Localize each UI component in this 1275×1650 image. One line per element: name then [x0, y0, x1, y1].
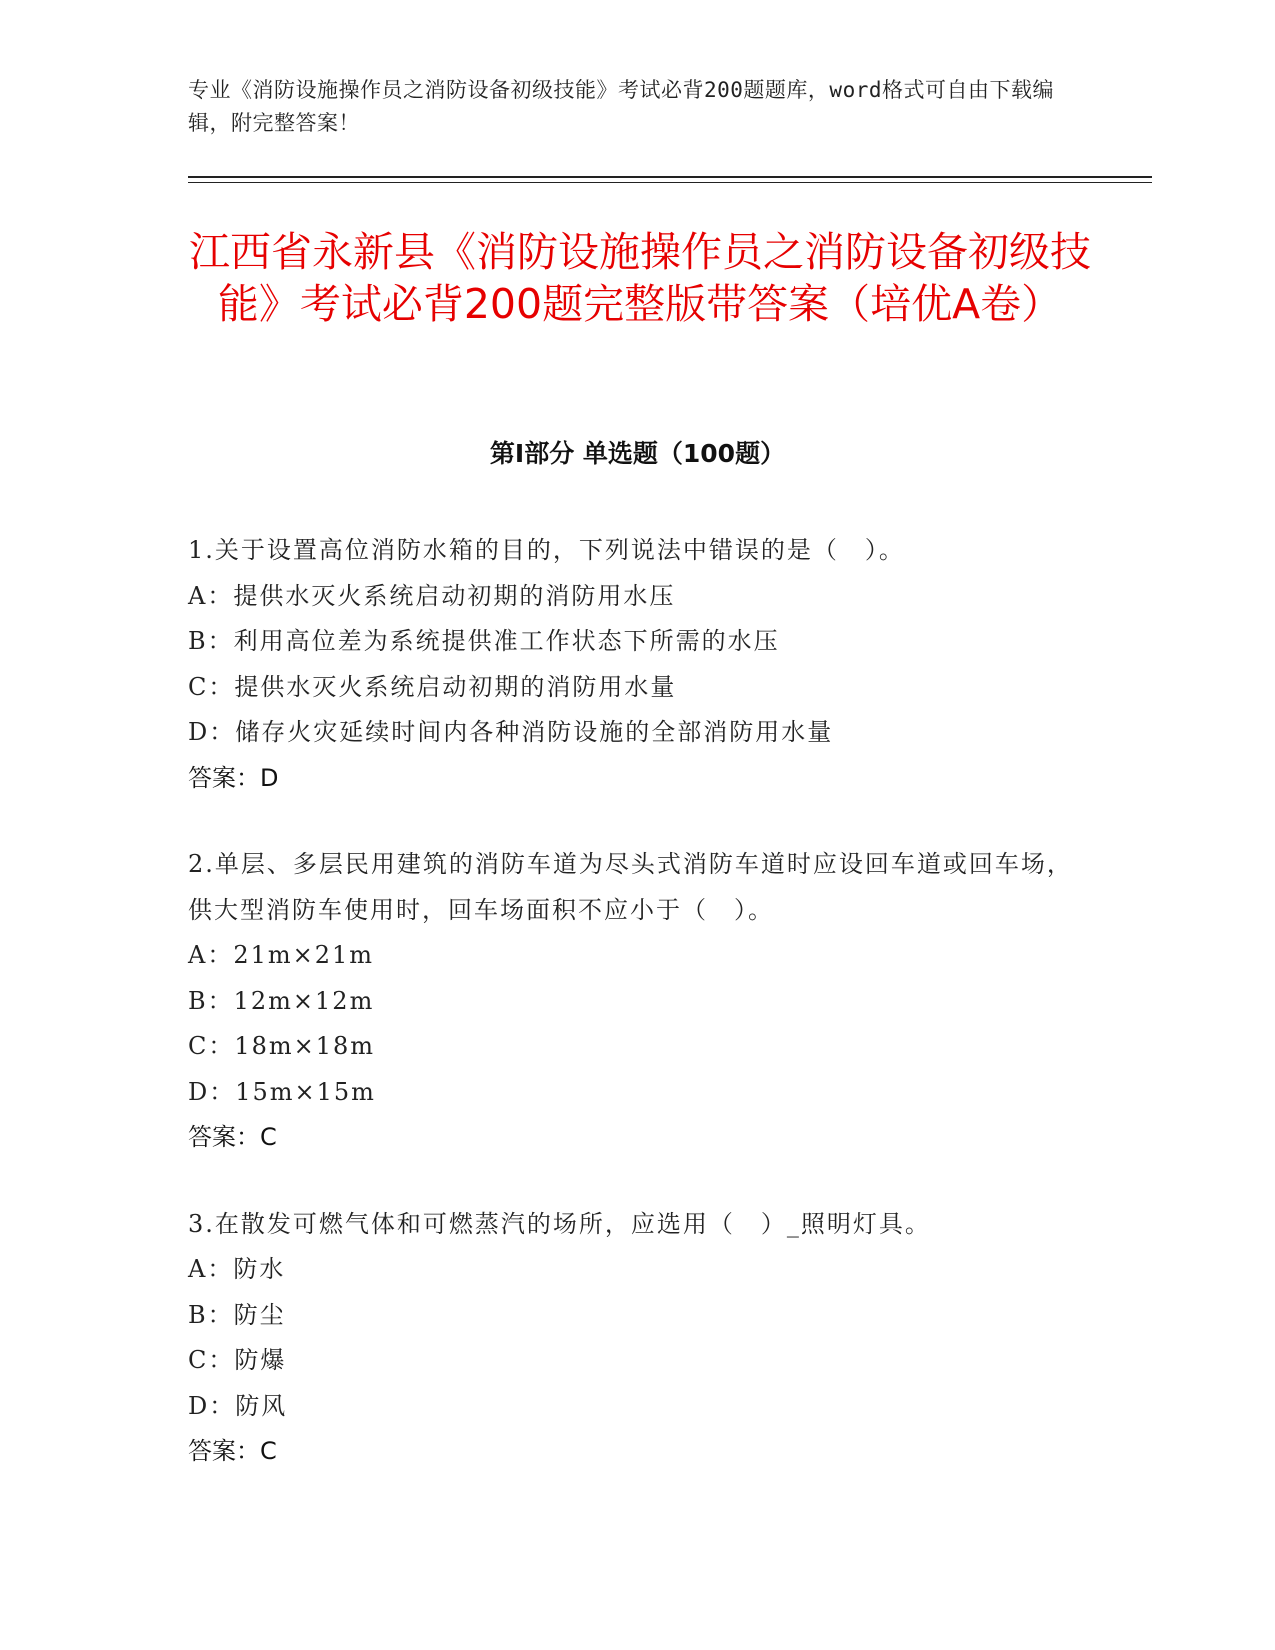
option-c: C：提供水灭火系统启动初期的消防用水量 [188, 672, 677, 701]
header-divider-thin [188, 182, 1152, 183]
answer-label: 答案：C [188, 1123, 277, 1151]
option-b: B：12m×12m [188, 986, 375, 1015]
document-title: 江西省永新县《消防设施操作员之消防设备初级技能》考试必背200题完整版带答案（培优A卷） [189, 228, 1091, 328]
section-title: 第Ⅰ部分 单选题（100题） [489, 439, 786, 468]
question-item [188, 842, 1088, 1161]
option-c: C：防爆 [188, 1346, 287, 1374]
question-item [188, 528, 1088, 801]
header-note: 专业《消防设施操作员之消防设备初级技能》考试必背200题题库，word格式可自由下载编辑，附完整答案！ [188, 78, 1054, 135]
question-stem: 3.在散发可燃气体和可燃蒸汽的场所，应选用（ ）_照明灯具。 [188, 1209, 931, 1238]
option-d: D：15m×15m [188, 1077, 376, 1106]
option-a: A：防水 [188, 1255, 286, 1283]
option-a: A：21m×21m [188, 941, 375, 969]
option-a: A：提供水灭火系统启动初期的消防用水压 [188, 581, 676, 610]
answer-label: 答案：C [188, 1437, 277, 1465]
question-stem: 1.关于设置高位消防水箱的目的，下列说法中错误的是（ ）。 [188, 536, 905, 564]
question-stem: 2.单层、多层民用建筑的消防车道为尽头式消防车道时应设回车道或回车场，供大型消防车使用时，回车场面积不应小于（ ）。 [188, 850, 1073, 924]
question-item [188, 1202, 1088, 1475]
header-divider-thick [188, 176, 1152, 178]
answer-label: 答案：D [188, 763, 279, 792]
option-d: D：防风 [188, 1391, 288, 1420]
option-c: C：18m×18m [188, 1032, 376, 1060]
question-list [188, 528, 1088, 1516]
option-d: D：储存火灾延续时间内各种消防设施的全部消防用水量 [188, 718, 834, 746]
option-b: B：防尘 [188, 1300, 286, 1329]
option-b: B：利用高位差为系统提供准工作状态下所需的水压 [188, 627, 780, 655]
